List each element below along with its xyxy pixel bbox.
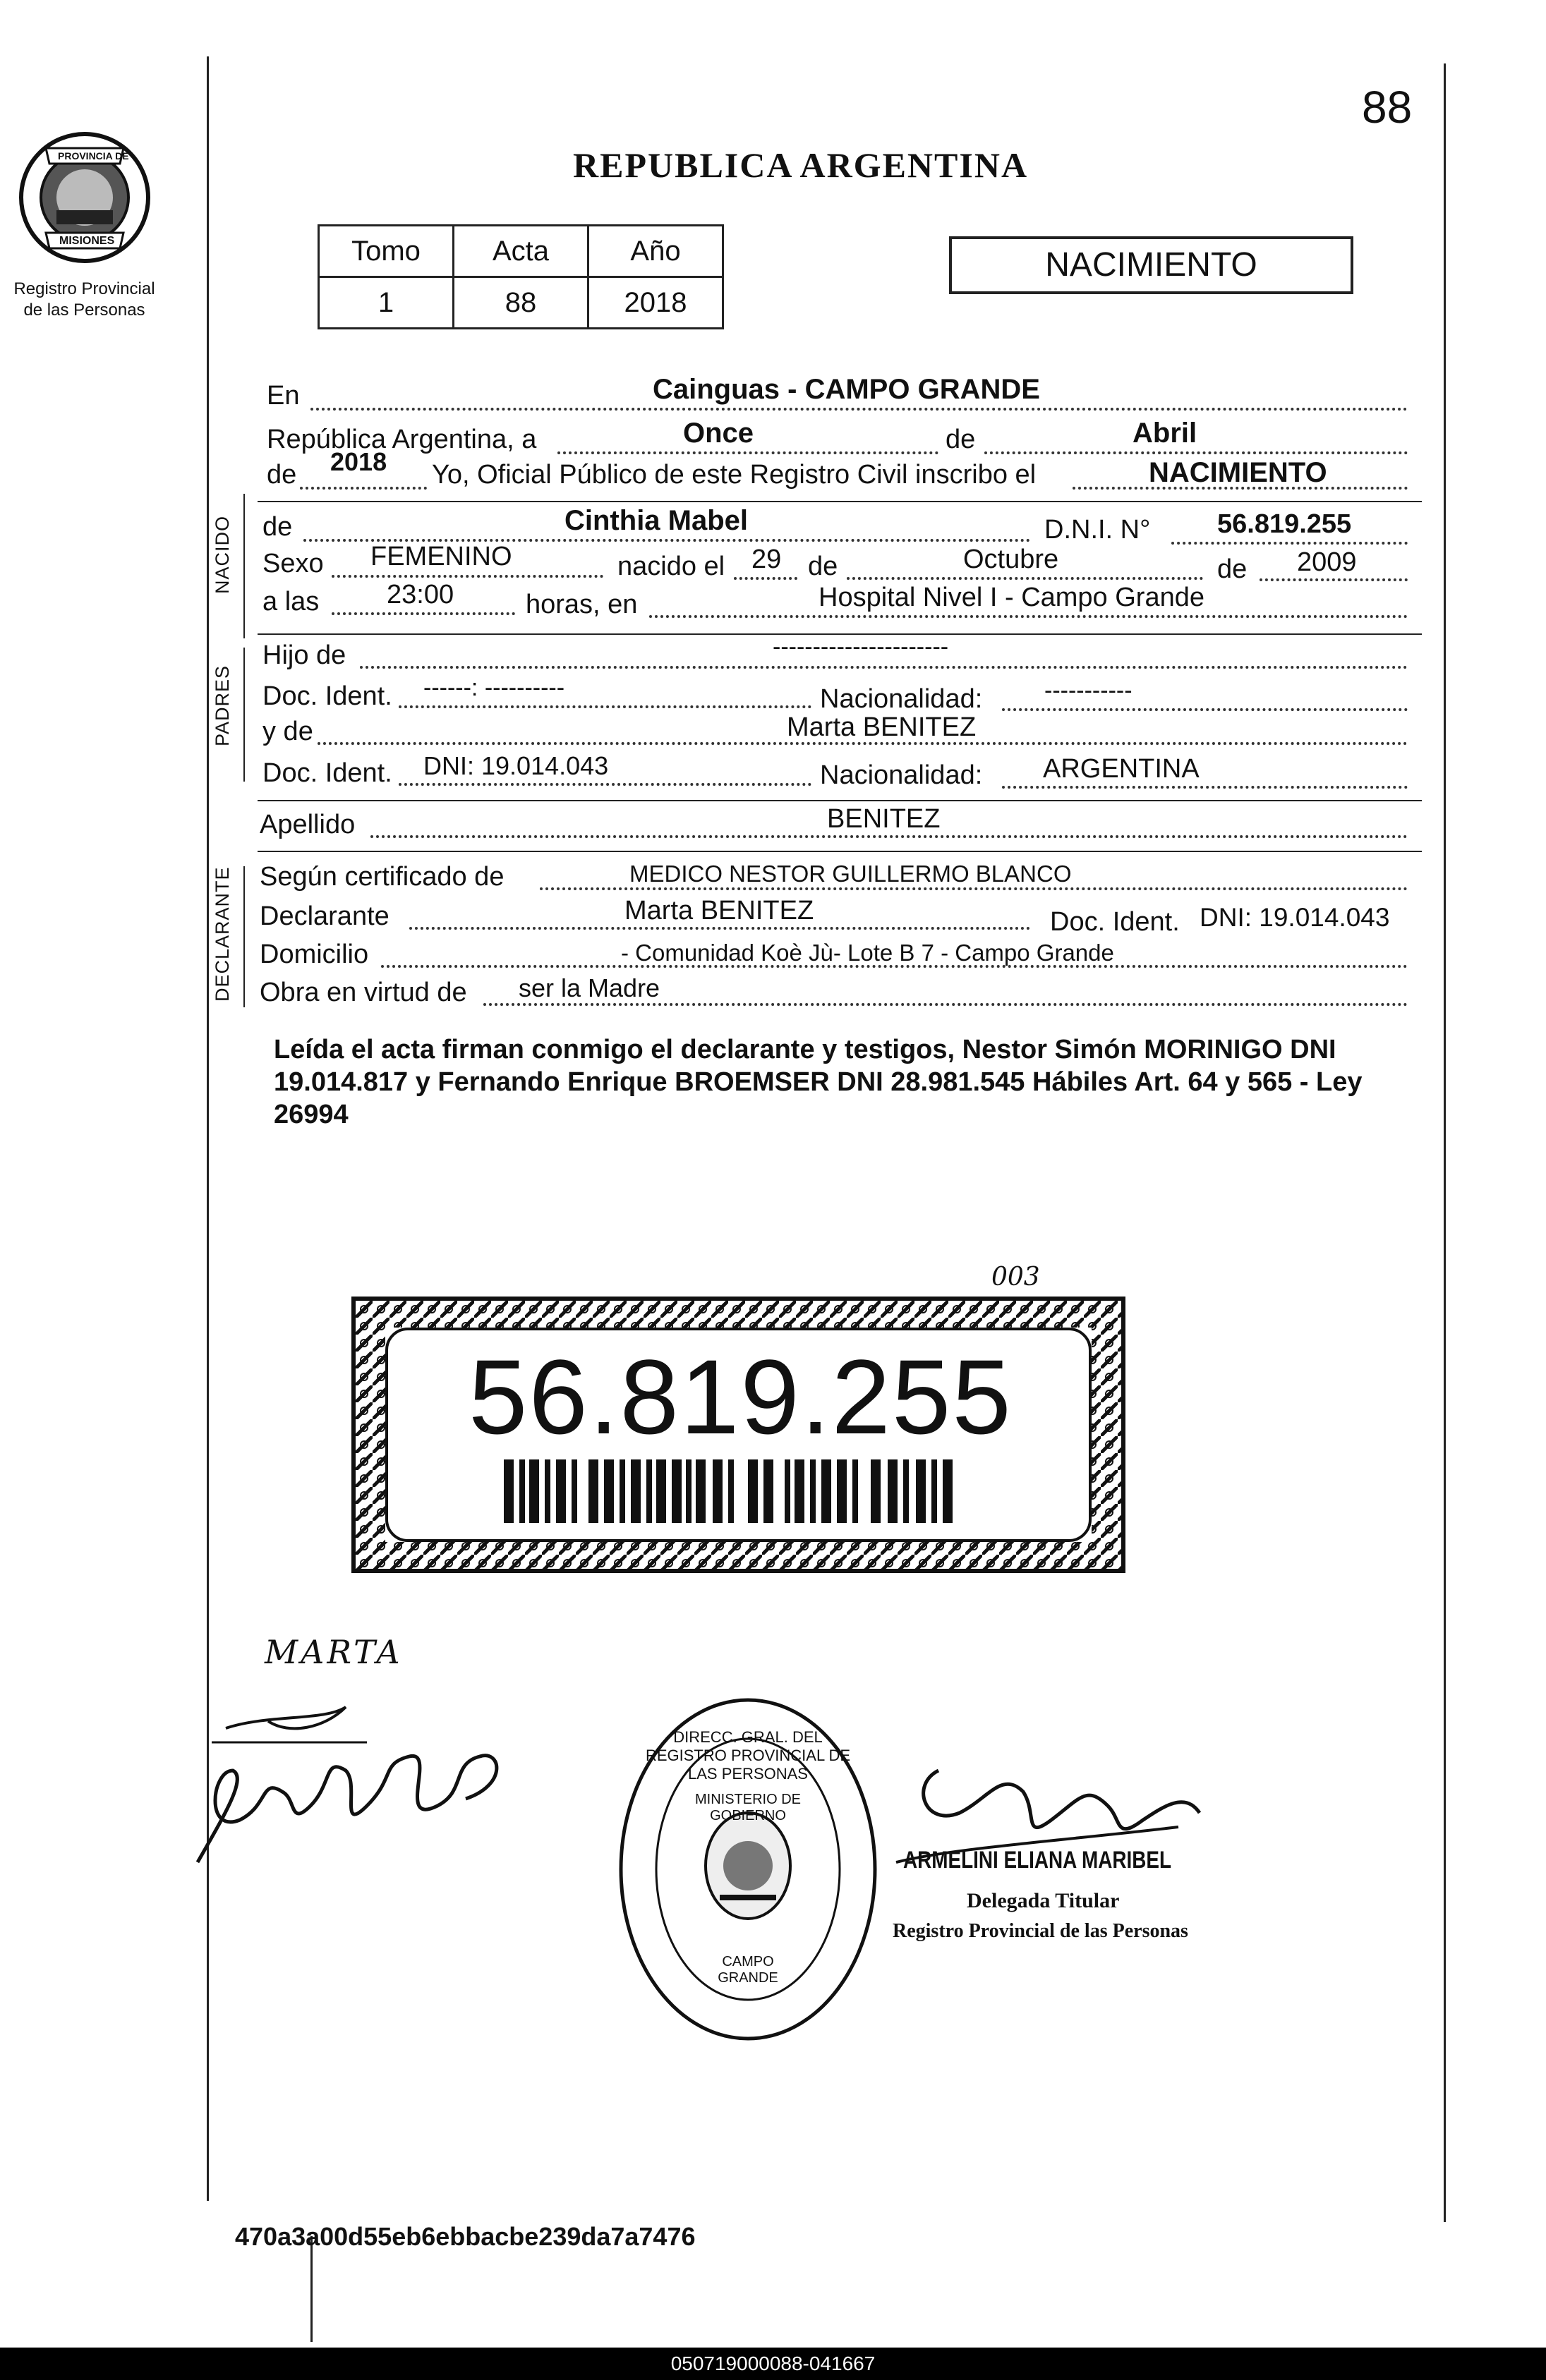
doc2-value: DNI: 19.014.043: [423, 751, 609, 780]
nacido-de2-label: de: [808, 552, 838, 581]
table-header-ano: Año: [588, 226, 723, 277]
birth-month-value: Octubre: [963, 545, 1059, 574]
seal-bottom-text: CAMPO GRANDE: [718, 1954, 778, 1986]
declarante-label: Declarante: [260, 901, 389, 931]
document-hash: 470a3a00d55eb6ebbacbe239da7a7476: [235, 2222, 696, 2251]
footer-code: 050719000088-041667: [670, 2352, 876, 2374]
dotted-line: [734, 577, 797, 580]
official-role: Delegada Titular: [967, 1889, 1120, 1912]
sexo-value: FEMENINO: [370, 542, 512, 571]
nac1-value: -----------: [1044, 677, 1133, 704]
section-label-declarante: DECLARANTE: [212, 866, 233, 1002]
footer-bar: [0, 2348, 1546, 2380]
dotted-line: [310, 408, 1408, 411]
apellido-label: Apellido: [260, 810, 356, 839]
official-office: Registro Provincial de las Personas: [893, 1920, 1188, 1942]
logo-caption: [1, 279, 167, 321]
obra-label: Obra en virtud de: [260, 978, 467, 1007]
dotted-line: [399, 783, 811, 786]
decl-doc-value: DNI: 19.014.043: [1200, 903, 1390, 932]
dni-value: 56.819.255: [1217, 509, 1352, 539]
section-rule: [258, 800, 1422, 801]
en-label: En: [267, 381, 300, 411]
page-number: 88: [1362, 82, 1413, 133]
birth-place-value: Hospital Nivel I - Campo Grande: [819, 583, 1204, 612]
declarante-divider: [243, 866, 245, 1007]
table-value-ano: 2018: [588, 277, 723, 329]
dotted-line: [1171, 542, 1408, 545]
dotted-line: [332, 612, 515, 615]
logo-caption-line1: Registro Provincial: [13, 279, 155, 298]
year-value: 2018: [330, 447, 387, 476]
oficial-text: Yo, Oficial Público de este Registro Civil inscribo el: [432, 460, 1037, 490]
sticker-number: 56.819.255: [469, 1337, 1013, 1456]
nacido-de-label: de: [262, 512, 293, 542]
birth-day-value: 29: [751, 545, 782, 574]
hijo-label: Hijo de: [262, 640, 346, 670]
child-name-value: Cinthia Mabel: [564, 505, 749, 536]
table-value-tomo: 1: [319, 277, 454, 329]
birth-year-value: 2009: [1297, 547, 1357, 577]
de-label: de: [946, 425, 976, 454]
cert-label: Según certificado de: [260, 862, 505, 892]
table-header-acta: Acta: [454, 226, 588, 277]
dotted-line: [557, 451, 938, 454]
doc1-value: ------: ----------: [423, 674, 565, 701]
nac1-label: Nacionalidad:: [820, 684, 983, 714]
de-year-label: de: [267, 460, 297, 490]
nacido-de3-label: de: [1217, 554, 1248, 584]
seal-inner-text: MINISTERIO DE GOBIERNO: [694, 1792, 801, 1823]
yde-label: y de: [262, 717, 313, 746]
father-value: ----------------------: [773, 633, 949, 660]
alas-label: a las: [262, 587, 320, 617]
decl-doc-label: Doc. Ident.: [1050, 907, 1180, 937]
sticker-handwritten-note: 003: [991, 1263, 1040, 1292]
dotted-line: [332, 575, 603, 578]
table-header-tomo: Tomo: [319, 226, 454, 277]
dotted-line: [847, 577, 1203, 580]
doc1-label: Doc. Ident.: [262, 681, 392, 711]
dotted-line: [984, 451, 1408, 454]
dotted-line: [1260, 578, 1408, 581]
section-label-nacido: NACIDO: [212, 515, 233, 594]
month-value: Abril: [1133, 418, 1197, 449]
birth-time-value: 23:00: [387, 580, 454, 609]
official-name: ARMELINI ELIANA MARIBEL: [903, 1847, 1171, 1874]
domicilio-value: - Comunidad Koè Jù- Lote B 7 - Campo Grande: [621, 940, 1114, 966]
seal-ring-text: DIRECC. GRAL. DEL REGISTRO PROVINCIAL DE LAS PERSONAS: [645, 1728, 851, 1783]
dotted-line: [649, 615, 1408, 618]
dotted-line: [300, 487, 427, 490]
cert-value: MEDICO NESTOR GUILLERMO BLANCO: [629, 861, 1072, 887]
right-margin-line: [1444, 63, 1446, 2222]
dni-label: D.N.I. N°: [1044, 515, 1151, 545]
handwritten-name: MARTA: [265, 1633, 403, 1671]
register-table: [318, 224, 724, 329]
day-value: Once: [683, 418, 754, 449]
padres-divider: [243, 648, 245, 782]
dotted-line: [1002, 708, 1408, 711]
horas-label: horas, en: [526, 590, 638, 619]
logo-bottom-text: MISIONES: [59, 235, 115, 247]
sexo-label: Sexo: [262, 549, 324, 578]
declarant-signature: [183, 1672, 550, 1883]
id-sticker: [351, 1297, 1125, 1573]
lower-margin-line: [310, 2236, 313, 2342]
act-type-box: NACIMIENTO: [949, 236, 1353, 294]
section-label-padres: PADRES: [212, 664, 233, 746]
province-logo: [14, 127, 155, 268]
section-rule: [258, 851, 1422, 852]
doc2-label: Doc. Ident.: [262, 758, 392, 788]
nacido-divider: [243, 494, 245, 638]
apellido-value: BENITEZ: [827, 804, 941, 834]
en-value: Cainguas - CAMPO GRANDE: [653, 374, 1040, 405]
official-seal: [614, 1693, 882, 2046]
nac2-label: Nacionalidad:: [820, 760, 983, 790]
domicilio-label: Domicilio: [260, 940, 369, 969]
obra-value: ser la Madre: [519, 973, 660, 1002]
logo-caption-line2: de las Personas: [23, 300, 145, 320]
republica-label: República Argentina, a: [267, 425, 537, 454]
barcode: [504, 1459, 955, 1523]
document-title: REPUBLICA ARGENTINA: [573, 145, 1029, 185]
dotted-line: [540, 887, 1408, 890]
dotted-line: [399, 705, 811, 708]
section-rule: [258, 501, 1422, 502]
dotted-line: [370, 835, 1408, 838]
nac2-value: ARGENTINA: [1043, 754, 1200, 784]
logo-top-text: PROVINCIA DE: [58, 150, 129, 162]
nacido-el-label: nacido el: [617, 552, 725, 581]
closing-paragraph: Leída el acta firman conmigo el declarante y testigos, Nestor Simón MORINIGO DNI 19.014.817 y Fernando Enrique BROEMSER DNI 28.981.545 Hábiles Art. 64 y 565 - Ley 26994: [274, 1035, 1363, 1129]
mother-value: Marta BENITEZ: [787, 712, 977, 742]
dotted-line: [483, 1003, 1408, 1006]
inscribe-value: NACIMIENTO: [1149, 457, 1327, 488]
dotted-line: [409, 927, 1030, 930]
dotted-line: [360, 666, 1408, 669]
dotted-line: [1002, 786, 1408, 789]
table-value-acta: 88: [454, 277, 588, 329]
declarante-value: Marta BENITEZ: [624, 896, 814, 925]
